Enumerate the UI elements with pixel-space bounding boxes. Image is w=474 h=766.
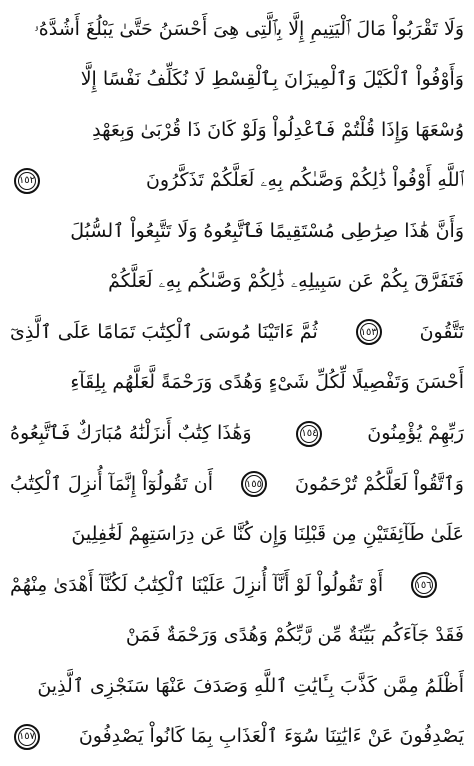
verse-end-marker — [14, 168, 40, 194]
line-text: وَهَٰذَا كِتَٰبٌ أَنزَلْنَٰهُ مُبَارَكٌ فَٱتَّبِعُوهُ — [10, 422, 252, 445]
line-text: يَصْدِفُونَ عَنْ ءَايَٰتِنَا سُوٓءَ ٱلْعَذَابِ بِمَا كَانُواْ يَصْدِفُونَ — [78, 725, 464, 748]
verse-number: ١٥٦ — [415, 579, 432, 591]
line-text: وَٱتَّقُواْ لَعَلَّكُمْ تُرْحَمُونَ — [294, 472, 464, 495]
verse-lines — [10, 4, 464, 762]
line-text: ٱللَّهِ أَوْفُواْ ذَٰلِكُمْ وَصَّىٰكُم بِهِۦ لَعَلَّكُمْ تَذَكَّرُونَ — [145, 169, 464, 192]
verse-end-marker — [411, 572, 437, 598]
text-line — [10, 4, 464, 55]
verse-number: ١٥٤ — [301, 428, 318, 440]
text-line — [10, 560, 464, 611]
line-text: أَن تَقُولُوٓاْ إِنَّمَآ أُنزِلَ ٱلْكِتَٰبُ — [10, 472, 214, 495]
text-line — [10, 105, 464, 156]
line-text: فَقَدْ جَآءَكُم بَيِّنَةٌ مِّن رَّبِّكُمْ وَهُدًى وَرَحْمَةٌ فَمَنْ — [125, 624, 464, 647]
text-line — [10, 408, 464, 459]
verse-end-marker — [14, 724, 40, 750]
text-line — [10, 509, 464, 560]
verse-number: ١٥٢ — [18, 175, 36, 187]
text-line — [10, 156, 464, 207]
line-text: وَلَا تَقْرَبُواْ مَالَ ٱلْيَتِيمِ إِلَّا بِٱلَّتِى هِىَ أَحْسَنُ حَتَّىٰ يَبْلُغَ أَشُدَّهُۥ — [34, 17, 464, 40]
line-text: أَحْسَنَ وَتَفْصِيلًا لِّكُلِّ شَىْءٍ وَهُدًى وَرَحْمَةً لَّعَلَّهُم بِلِقَآءِ — [70, 371, 464, 394]
text-line — [10, 307, 464, 358]
line-text: تَتَّقُونَ — [419, 320, 464, 343]
line-text: رَبِّهِمْ يُؤْمِنُونَ — [367, 422, 464, 445]
line-text: ثُمَّ ءَاتَيْنَا مُوسَى ٱلْكِتَٰبَ تَمَامًا عَلَى ٱلَّذِىٓ — [10, 320, 318, 343]
text-line — [10, 661, 464, 712]
verse-number: ١٥٥ — [245, 478, 263, 490]
verse-end-marker — [356, 319, 382, 345]
text-line — [10, 610, 464, 661]
verse-number: ١٥٣ — [360, 326, 377, 338]
verse-number: ١٥٧ — [18, 731, 36, 743]
line-text: وُسْعَهَا وَإِذَا قُلْتُمْ فَٱعْدِلُواْ وَلَوْ كَانَ ذَا قُرْبَىٰ وَبِعَهْدِ — [92, 118, 464, 141]
text-line — [10, 459, 464, 510]
line-text: أَوْ تَقُولُواْ لَوْ أَنَّآ أُنزِلَ عَلَيْنَا ٱلْكِتَٰبُ لَكُنَّآ أَهْدَىٰ مِنْهُمْ — [10, 573, 384, 596]
verse-end-marker — [296, 421, 322, 447]
text-line — [10, 206, 464, 257]
text-line — [10, 55, 464, 106]
line-text: أَظْلَمُ مِمَّن كَذَّبَ بِـَٔايَٰتِ ٱللَّهِ وَصَدَفَ عَنْهَا سَنَجْزِى ٱلَّذِينَ — [37, 674, 464, 697]
verse-end-marker — [241, 471, 267, 497]
line-text: وَأَنَّ هَٰذَا صِرَٰطِى مُسْتَقِيمًا فَٱتَّبِعُوهُ وَلَا تَتَّبِعُواْ ٱلسُّبُلَ — [70, 219, 464, 242]
text-line — [10, 358, 464, 409]
line-text: فَتَفَرَّقَ بِكُمْ عَن سَبِيلِهِۦ ذَٰلِكُمْ وَصَّىٰكُم بِهِۦ لَعَلَّكُمْ — [108, 270, 464, 293]
line-text: وَأَوْفُواْ ٱلْكَيْلَ وَٱلْمِيزَانَ بِٱلْقِسْطِ لَا نُكَلِّفُ نَفْسًا إِلَّا — [80, 68, 464, 91]
text-line — [10, 257, 464, 308]
line-text: عَلَىٰ طَآئِفَتَيْنِ مِن قَبْلِنَا وَإِن كُنَّا عَن دِرَاسَتِهِمْ لَغَٰفِلِينَ — [71, 523, 464, 546]
text-line — [10, 711, 464, 762]
